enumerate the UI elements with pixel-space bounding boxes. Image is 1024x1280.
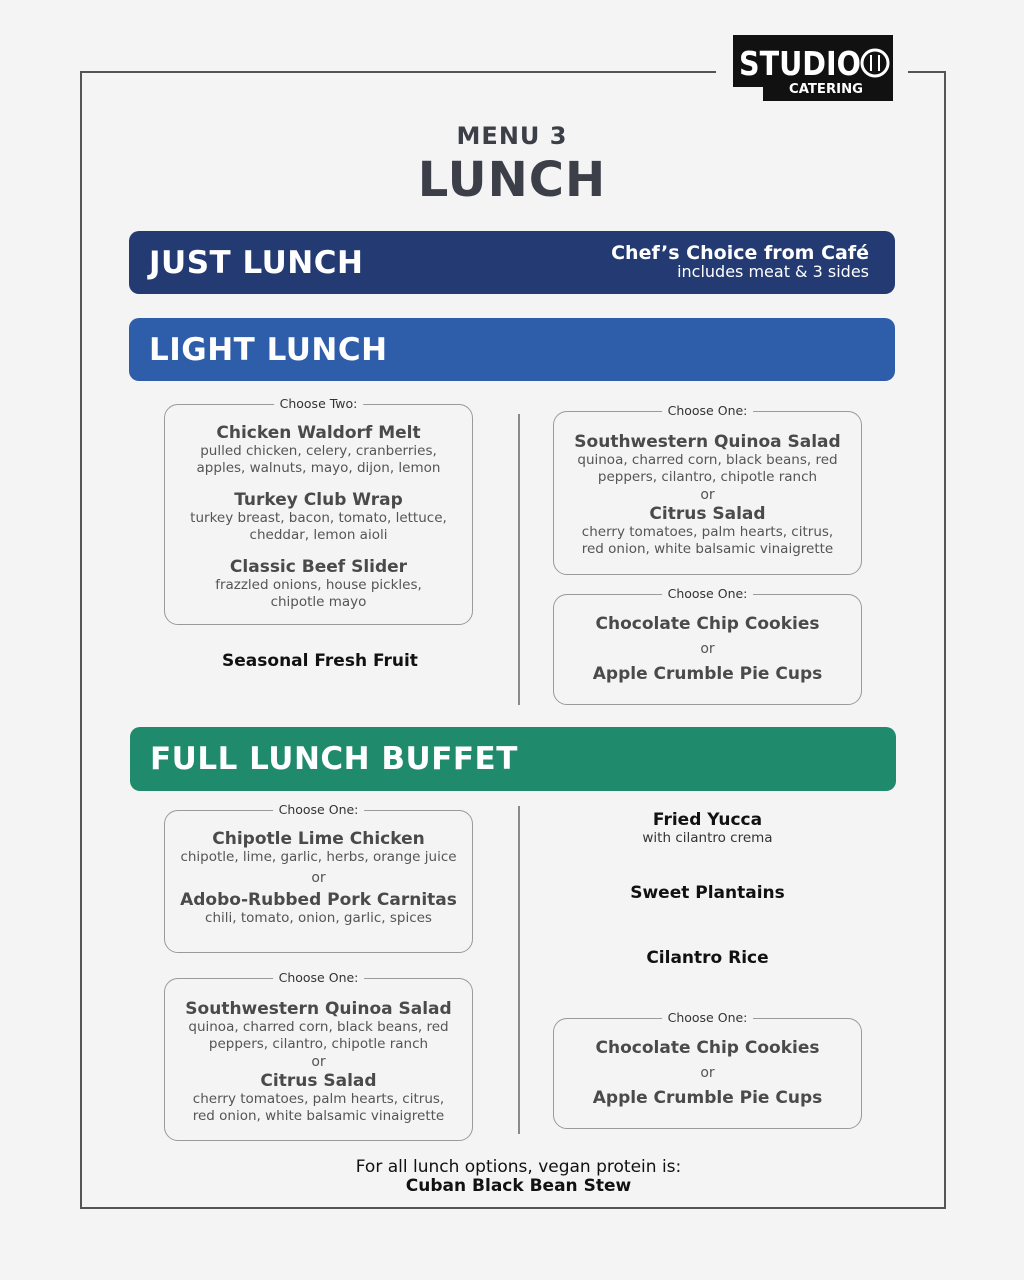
just-lunch-note-bold: Chef’s Choice from Café <box>611 242 869 264</box>
or-separator: or <box>700 487 715 503</box>
logo-word: STUDIO <box>739 44 861 83</box>
menu-item-desc: cherry tomatoes, palm hearts, citrus, <box>192 1091 445 1107</box>
fresh-fruit <box>164 651 476 671</box>
menu-item-desc: chipotle, lime, garlic, herbs, orange juice <box>180 849 457 865</box>
menu-item-desc: peppers, cilantro, chipotle ranch <box>597 469 818 485</box>
full-lunch-title: FULL LUNCH BUFFET <box>150 741 518 777</box>
or-separator: or <box>311 870 326 886</box>
menu-item-desc: pulled chicken, celery, cranberries, <box>200 443 437 459</box>
side-item-name: Fried Yucca <box>652 810 763 830</box>
choose-caption: Choose One: <box>273 970 365 986</box>
page-title: LUNCH <box>417 152 607 208</box>
choose-caption: Choose One: <box>662 403 754 419</box>
just-lunch-note-sub: includes meat & 3 sides <box>677 262 869 281</box>
vegan-note-text: For all lunch options, vegan protein is: <box>355 1157 682 1177</box>
menu-item-name: Adobo-Rubbed Pork Carnitas <box>180 890 457 910</box>
choose-caption: Choose One: <box>273 802 365 818</box>
menu-item-name: Chipotle Lime Chicken <box>212 829 425 849</box>
dessert-option: Chocolate Chip Cookies <box>595 1038 820 1058</box>
side-item-name: Cilantro Rice <box>646 948 769 968</box>
menu-item-desc: turkey breast, bacon, tomato, lettuce, <box>190 510 447 526</box>
light-mains-box <box>164 396 473 625</box>
full-salad-box <box>164 970 473 1141</box>
menu-item-desc: quinoa, charred corn, black beans, red <box>188 1019 449 1035</box>
menu-item-desc: quinoa, charred corn, black beans, red <box>577 452 838 468</box>
menu-item-name: Citrus Salad <box>260 1071 377 1091</box>
choose-caption: Choose Two: <box>274 396 364 412</box>
menu-item-desc: chipotle mayo <box>270 594 367 610</box>
or-separator: or <box>311 1054 326 1070</box>
or-separator: or <box>700 641 715 657</box>
menu-item-name: Chicken Waldorf Melt <box>216 423 421 443</box>
menu-number: MENU 3 <box>456 122 568 150</box>
menu-item-name: Turkey Club Wrap <box>234 490 403 510</box>
menu-item-name: Citrus Salad <box>649 504 766 524</box>
menu-item-desc: peppers, cilantro, chipotle ranch <box>208 1036 429 1052</box>
dessert-option: Apple Crumble Pie Cups <box>592 664 823 684</box>
or-separator: or <box>700 1065 715 1081</box>
dessert-option: Apple Crumble Pie Cups <box>592 1088 823 1108</box>
choose-caption: Choose One: <box>662 1010 754 1026</box>
light-lunch-banner <box>129 318 895 381</box>
fresh-fruit-label: Seasonal Fresh Fruit <box>222 651 418 671</box>
vegan-note <box>0 1158 1024 1196</box>
dessert-option: Chocolate Chip Cookies <box>595 614 820 634</box>
menu-item-desc: frazzled onions, house pickles, <box>215 577 422 593</box>
just-lunch-note <box>611 243 869 281</box>
light-lunch-title: LIGHT LUNCH <box>149 332 388 368</box>
vegan-protein: Cuban Black Bean Stew <box>405 1176 632 1196</box>
menu-item-desc: cherry tomatoes, palm hearts, citrus, <box>581 524 834 540</box>
side-item-name: Sweet Plantains <box>630 883 785 903</box>
just-lunch-title: JUST LUNCH <box>149 245 364 281</box>
full-dessert-box <box>553 1010 862 1129</box>
menu-item-desc: cheddar, lemon aioli <box>249 527 388 543</box>
menu-item-name: Classic Beef Slider <box>229 557 408 577</box>
menu-item-desc: apples, walnuts, mayo, dijon, lemon <box>196 460 441 476</box>
just-lunch-banner <box>129 231 895 294</box>
side-item <box>553 883 862 903</box>
studio-catering-logo <box>716 30 908 106</box>
menu-item-desc: chili, tomato, onion, garlic, spices <box>205 910 432 926</box>
column-divider <box>518 806 520 1134</box>
menu-item-name: Southwestern Quinoa Salad <box>185 999 452 1019</box>
light-salad-box <box>553 403 862 575</box>
menu-item-desc: red onion, white balsamic vinaigrette <box>192 1108 445 1124</box>
side-item <box>553 810 862 847</box>
column-divider <box>518 414 520 705</box>
side-item-desc: with cilantro crema <box>642 830 773 846</box>
logo-sub: CATERING <box>789 82 863 97</box>
full-protein-box <box>164 802 473 953</box>
side-item <box>553 948 862 968</box>
menu-item-name: Southwestern Quinoa Salad <box>574 432 841 452</box>
choose-caption: Choose One: <box>662 586 754 602</box>
full-lunch-banner <box>130 727 896 791</box>
light-dessert-box <box>553 586 862 705</box>
menu-item-desc: red onion, white balsamic vinaigrette <box>581 541 834 557</box>
